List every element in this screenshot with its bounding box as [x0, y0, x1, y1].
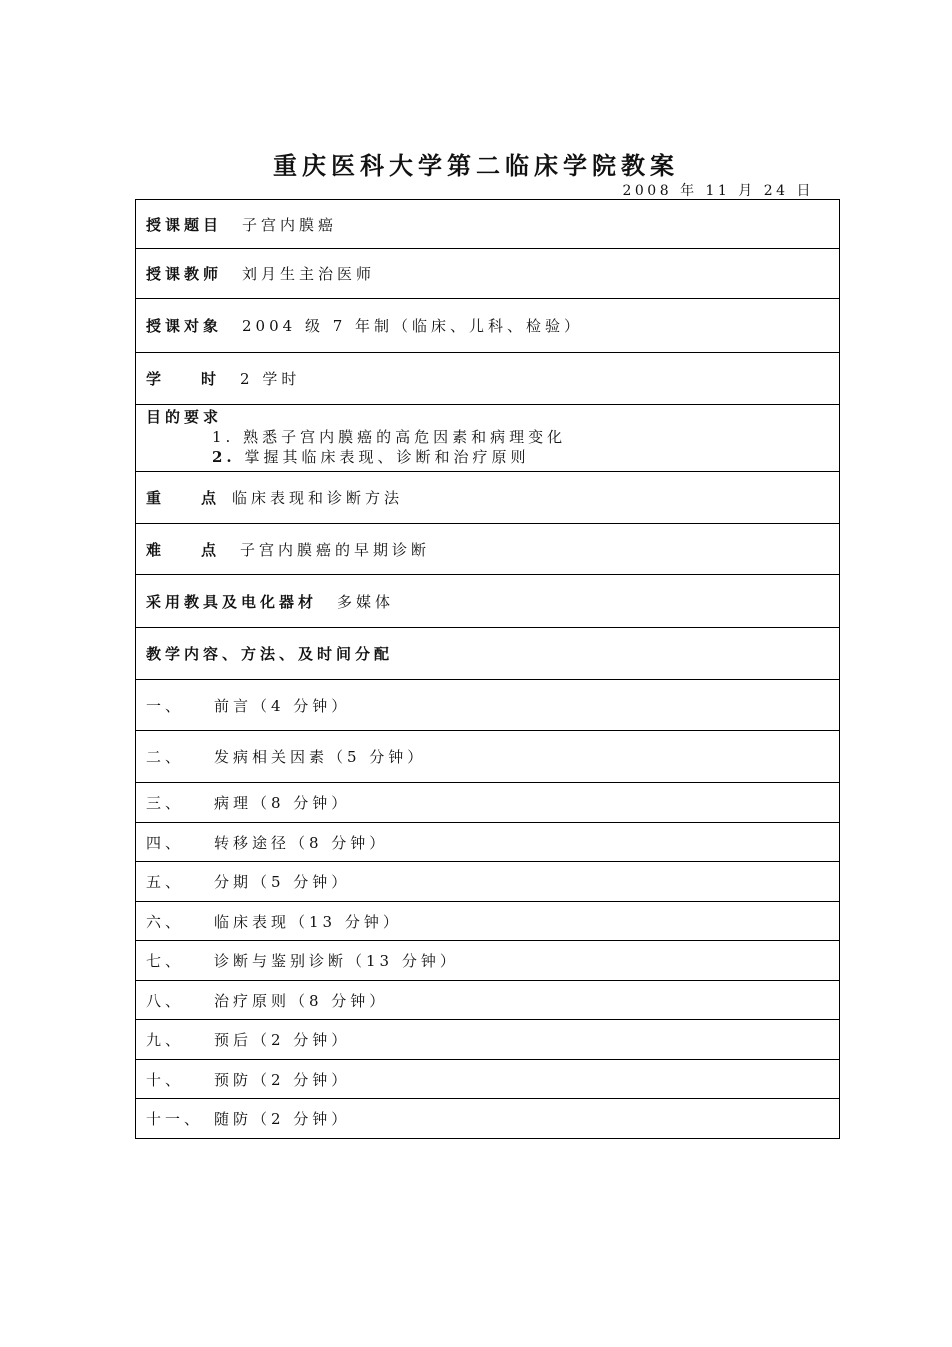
content-text: 临床表现（13 分钟）: [214, 912, 402, 931]
difficulties-label-a: 难: [146, 540, 166, 559]
hours-label-b: 时: [201, 370, 221, 388]
content-number: 十一、: [146, 1110, 204, 1128]
objective-number: 2.: [212, 448, 236, 466]
hours-value: 2 学时: [240, 370, 301, 388]
row-hours: [136, 353, 840, 405]
row-objectives: [136, 405, 840, 472]
content-row: [136, 680, 840, 731]
teacher-label: 授课教师: [146, 265, 223, 283]
content-text: 诊断与鉴别诊断（13 分钟）: [214, 952, 459, 970]
key-points-label-a: 重: [146, 489, 166, 507]
row-tools: [136, 575, 840, 628]
topic-value: 子宫内膜癌: [242, 215, 338, 234]
content-row: [136, 1099, 840, 1139]
content-text: 预防（2 分钟）: [214, 1070, 351, 1089]
objective-item: [146, 447, 839, 467]
content-text: 病理（8 分钟）: [214, 794, 351, 812]
content-text: 转移途径（8 分钟）: [214, 833, 389, 852]
content-row: [136, 981, 840, 1020]
objective-text: 掌握其临床表现、诊断和治疗原则: [244, 448, 530, 466]
key-points-value: 临床表现和诊断方法: [232, 489, 404, 507]
row-difficulties: [136, 524, 840, 575]
content-row: [136, 941, 840, 981]
row-teacher: [136, 249, 840, 299]
objectives-label: 目的要求: [146, 408, 223, 426]
content-number: 四、: [146, 833, 185, 852]
lesson-plan-table: [135, 199, 840, 1139]
difficulties-label-b: 点: [201, 540, 221, 559]
content-row: [136, 783, 840, 823]
row-content-header: [136, 628, 840, 680]
content-row: [136, 1020, 840, 1060]
row-topic: [136, 200, 840, 249]
topic-label: 授课题目: [146, 215, 223, 234]
content-text: 随防（2 分钟）: [214, 1110, 351, 1128]
audience-label: 授课对象: [146, 317, 223, 335]
content-number: 三、: [146, 794, 185, 812]
document-title: 重庆医科大学第二临床学院教案: [273, 152, 679, 180]
content-row: [136, 902, 840, 941]
content-row: [136, 1060, 840, 1099]
content-number: 五、: [146, 873, 185, 891]
content-text: 分期（5 分钟）: [214, 873, 351, 891]
audience-value: 2004 级 7 年制（临床、儿科、检验）: [242, 317, 584, 335]
tools-value: 多媒体: [337, 592, 395, 611]
hours-label-a: 学: [146, 370, 166, 388]
content-text: 前言（4 分钟）: [214, 696, 351, 715]
content-row: [136, 823, 840, 862]
content-number: 一、: [146, 696, 185, 715]
row-audience: [136, 299, 840, 353]
document-date: 2008 年 11 月 24 日: [622, 183, 814, 199]
content-number: 七、: [146, 952, 185, 970]
content-number: 二、: [146, 748, 185, 766]
objective-number: 1.: [212, 428, 235, 446]
row-key-points: [136, 472, 840, 524]
content-text: 治疗原则（8 分钟）: [214, 991, 389, 1010]
teacher-value: 刘月生主治医师: [242, 265, 376, 283]
objective-text: 熟悉子宫内膜癌的高危因素和病理变化: [243, 428, 567, 446]
content-number: 八、: [146, 991, 185, 1010]
content-row: [136, 731, 840, 783]
content-number: 九、: [146, 1031, 185, 1049]
content-number: 十、: [146, 1070, 185, 1089]
objective-item: [146, 427, 839, 447]
key-points-label-b: 点: [201, 489, 221, 507]
content-number: 六、: [146, 912, 185, 931]
tools-label: 采用教具及电化器材: [146, 592, 318, 611]
content-text: 发病相关因素（5 分钟）: [214, 748, 427, 766]
content-text: 预后（2 分钟）: [214, 1031, 351, 1049]
content-header: 教学内容、方法、及时间分配: [146, 645, 394, 663]
difficulties-value: 子宫内膜癌的早期诊断: [240, 540, 431, 559]
content-row: [136, 862, 840, 902]
